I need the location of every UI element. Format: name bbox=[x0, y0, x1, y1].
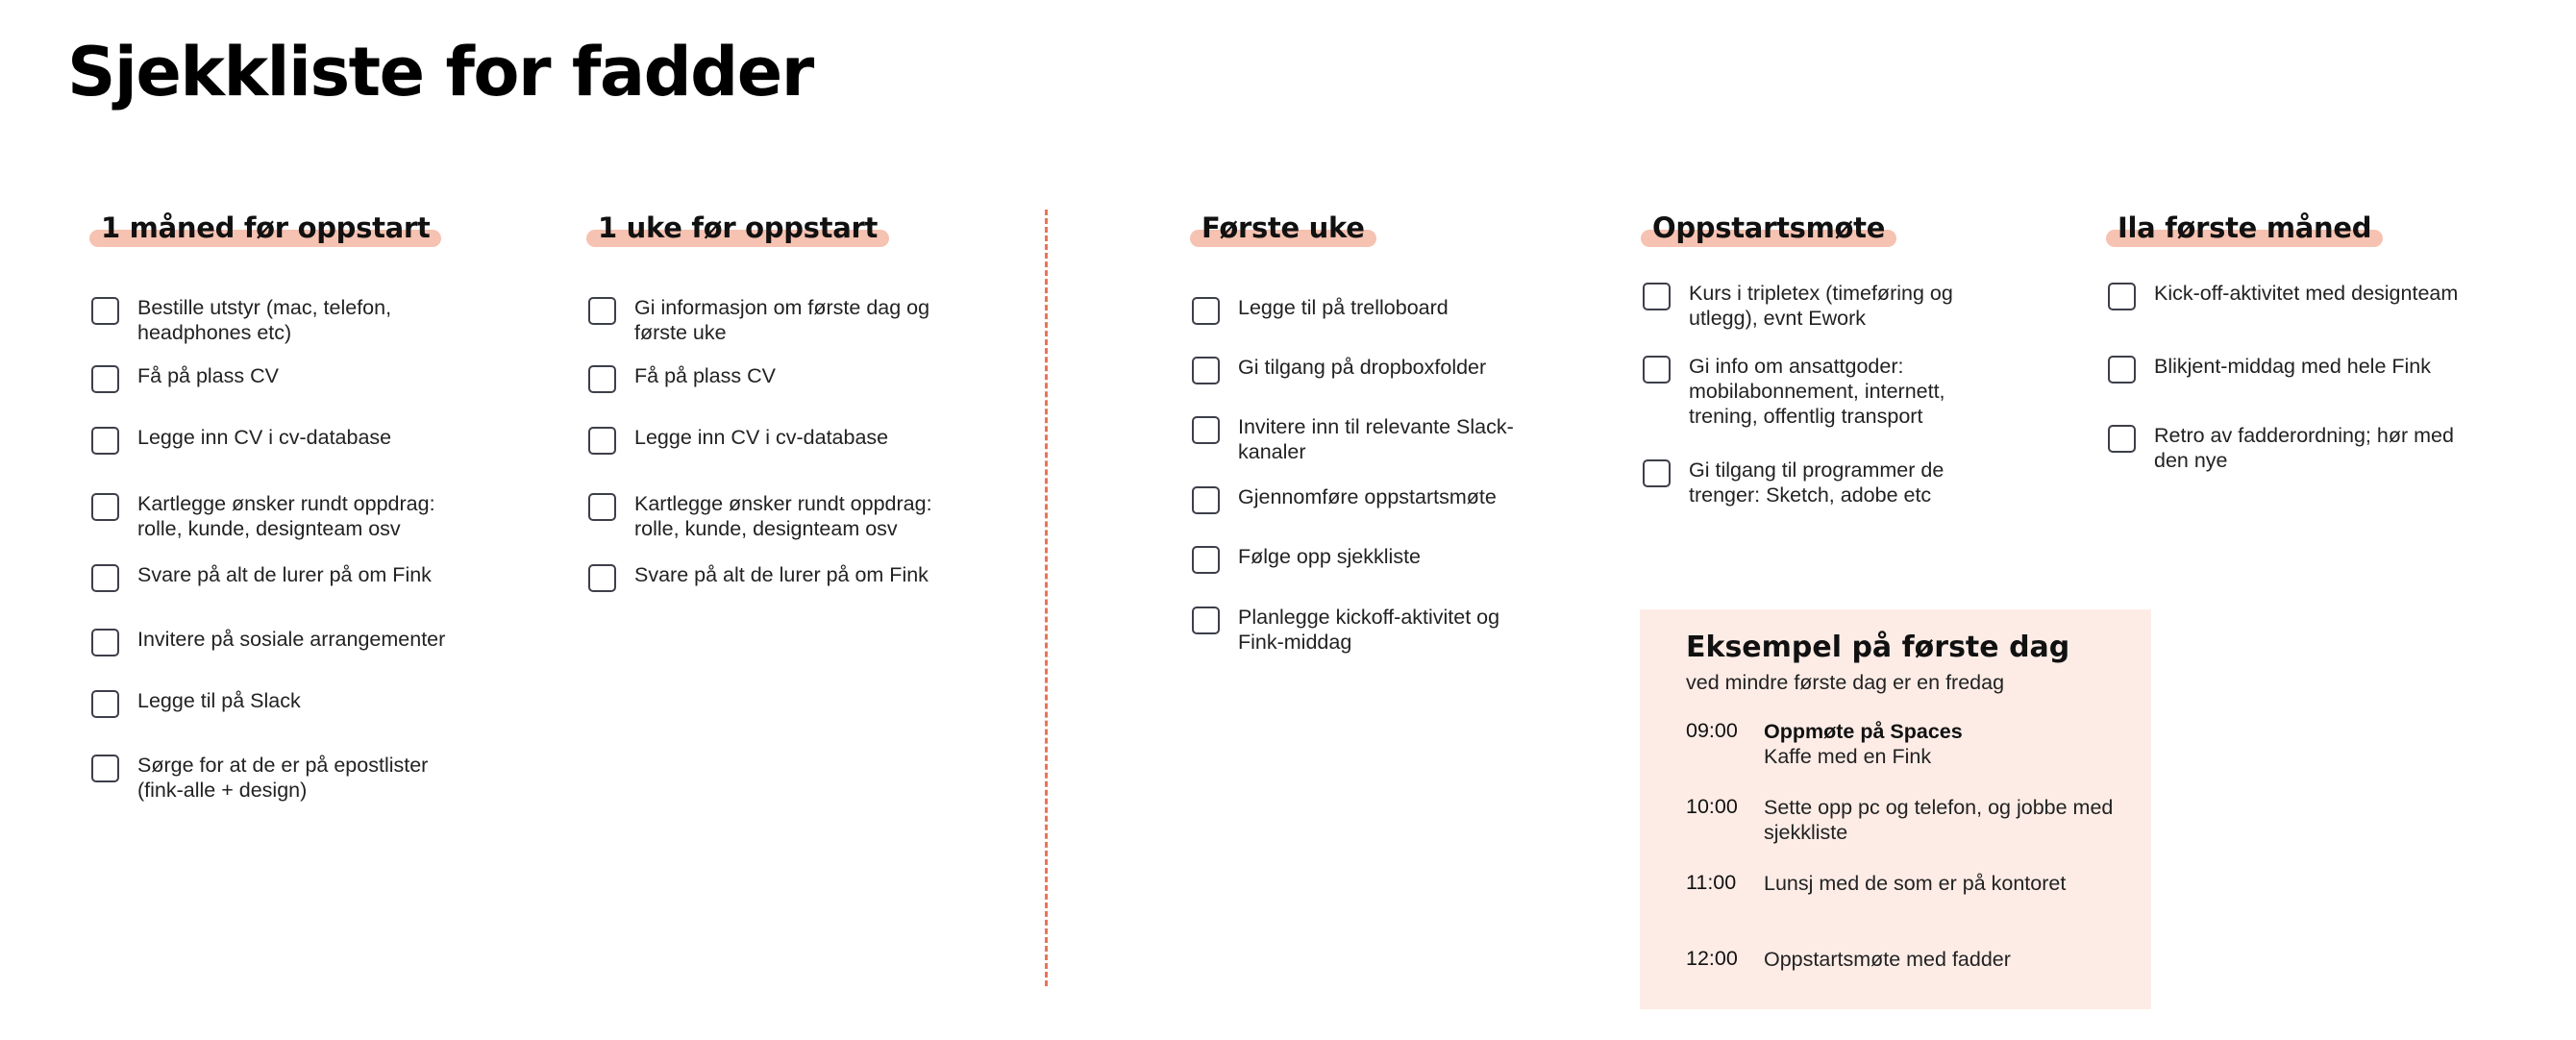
checkbox[interactable] bbox=[1643, 356, 1671, 384]
item-label: Blikjent-middag med hele Fink bbox=[2154, 355, 2431, 378]
checkbox[interactable] bbox=[1192, 486, 1220, 514]
item-label: Legge inn CV i cv-database bbox=[137, 426, 392, 449]
item-label: Retro av fadderordning; hør med den nye bbox=[2154, 424, 2454, 472]
item-label: Gi info om ansattgoder: mobilabonnement, internett, trening, offentlig transport bbox=[1689, 355, 1945, 428]
column-first-month bbox=[2108, 211, 2459, 472]
item-label: Kurs i tripletex (timeføring og utlegg), evnt Ework bbox=[1689, 282, 1953, 330]
column-heading: 1 uke før oppstart bbox=[598, 211, 879, 244]
checklist-item[interactable] bbox=[91, 295, 476, 345]
checkbox[interactable] bbox=[91, 755, 119, 782]
checklist-item[interactable] bbox=[1192, 414, 1519, 464]
checklist-item[interactable] bbox=[91, 753, 476, 803]
schedule-event bbox=[1764, 719, 2119, 769]
checklist-item[interactable] bbox=[1192, 484, 1519, 514]
item-label: Kartlegge ønsker rundt oppdrag: rolle, kunde, designteam osv bbox=[137, 492, 435, 540]
column-heading: Første uke bbox=[1201, 211, 1365, 244]
checklist-item[interactable] bbox=[1192, 295, 1519, 325]
checkbox[interactable] bbox=[1192, 607, 1220, 634]
schedule-time: 11:00 bbox=[1686, 871, 1737, 894]
item-label: Invitere inn til relevante Slack-kanaler bbox=[1238, 415, 1514, 463]
checklist-item[interactable] bbox=[588, 491, 973, 541]
column-first-week bbox=[1192, 211, 1514, 654]
checklist-item[interactable] bbox=[1643, 458, 1969, 508]
item-label: Sørge for at de er på epostlister (fink-alle + design) bbox=[137, 754, 429, 802]
checkbox[interactable] bbox=[1192, 297, 1220, 325]
item-label: Gi tilgang til programmer de trenger: Sketch, adobe etc bbox=[1689, 458, 1944, 507]
item-label: Svare på alt de lurer på om Fink bbox=[634, 563, 929, 586]
checkbox[interactable] bbox=[588, 564, 616, 592]
item-label: Gi informasjon om første dag og første uke bbox=[634, 296, 930, 344]
item-label: Kartlegge ønsker rundt oppdrag: rolle, kunde, designteam osv bbox=[634, 492, 932, 540]
checklist-item[interactable] bbox=[1643, 281, 1969, 331]
checklist-item[interactable] bbox=[91, 688, 476, 718]
checkbox[interactable] bbox=[91, 493, 119, 521]
checklist-item[interactable] bbox=[588, 295, 973, 345]
item-label: Følge opp sjekkliste bbox=[1238, 545, 1421, 568]
checkbox[interactable] bbox=[588, 297, 616, 325]
checklist-item[interactable] bbox=[1192, 355, 1519, 384]
checkbox[interactable] bbox=[588, 493, 616, 521]
column-heading: Ila første måned bbox=[2118, 211, 2372, 244]
checkbox[interactable] bbox=[1192, 357, 1220, 384]
card-title: Eksempel på første dag bbox=[1686, 631, 2070, 664]
checkbox[interactable] bbox=[2108, 356, 2136, 384]
column-startup-meeting bbox=[1643, 211, 1953, 507]
item-label: Kick-off-aktivitet med designteam bbox=[2154, 282, 2459, 305]
item-label: Planlegge kickoff-aktivitet og Fink-middag bbox=[1238, 606, 1500, 654]
checkbox[interactable] bbox=[1643, 459, 1671, 487]
checklist-item[interactable] bbox=[588, 425, 973, 455]
item-label: Gi tilgang på dropboxfolder bbox=[1238, 356, 1487, 379]
column-heading: 1 måned før oppstart bbox=[101, 211, 431, 244]
checkbox[interactable] bbox=[588, 365, 616, 393]
card-subtitle: ved mindre første dag er en fredag bbox=[1686, 671, 2005, 694]
checklist-item[interactable] bbox=[91, 363, 476, 393]
checklist-item[interactable] bbox=[91, 627, 476, 656]
column-one-week-before bbox=[588, 211, 932, 586]
item-label: Bestille utstyr (mac, telefon, headphones etc) bbox=[137, 296, 392, 344]
checkbox[interactable] bbox=[91, 690, 119, 718]
item-label: Få på plass CV bbox=[137, 364, 279, 387]
schedule-event-detail: Kaffe med en Fink bbox=[1764, 745, 1932, 768]
checklist-item[interactable] bbox=[2108, 423, 2464, 473]
section-divider bbox=[1045, 210, 1048, 986]
schedule-event-detail: Oppstartsmøte med fadder bbox=[1764, 948, 2011, 971]
example-first-day-card bbox=[1640, 609, 2151, 1009]
checklist-item[interactable] bbox=[1643, 354, 1969, 429]
checkbox[interactable] bbox=[2108, 283, 2136, 310]
item-label: Legge inn CV i cv-database bbox=[634, 426, 889, 449]
item-label: Gjennomføre oppstartsmøte bbox=[1238, 485, 1497, 508]
column-heading: Oppstartsmøte bbox=[1652, 211, 1886, 244]
schedule-time: 10:00 bbox=[1686, 795, 1738, 818]
checkbox[interactable] bbox=[1643, 283, 1671, 310]
schedule-event-title: Oppmøte på Spaces bbox=[1764, 720, 1963, 743]
schedule-time: 12:00 bbox=[1686, 947, 1738, 970]
checkbox[interactable] bbox=[1192, 546, 1220, 574]
checklist-item[interactable] bbox=[588, 562, 973, 592]
checklist-item[interactable] bbox=[2108, 354, 2464, 384]
item-label: Invitere på sosiale arrangementer bbox=[137, 628, 446, 651]
schedule-event-detail: Lunsj med de som er på kontoret bbox=[1764, 872, 2067, 895]
item-label: Legge til på Slack bbox=[137, 689, 301, 712]
checklist-item[interactable] bbox=[1192, 544, 1519, 574]
checkbox[interactable] bbox=[1192, 416, 1220, 444]
checkbox[interactable] bbox=[91, 564, 119, 592]
checkbox[interactable] bbox=[91, 297, 119, 325]
checklist-item[interactable] bbox=[91, 491, 476, 541]
checkbox[interactable] bbox=[2108, 425, 2136, 453]
schedule-event-detail: Sette opp pc og telefon, og jobbe med sjekkliste bbox=[1764, 796, 2114, 844]
item-label: Legge til på trelloboard bbox=[1238, 296, 1449, 319]
checkbox[interactable] bbox=[91, 629, 119, 656]
checklist-item[interactable] bbox=[91, 425, 476, 455]
checklist-item[interactable] bbox=[588, 363, 973, 393]
checklist-item[interactable] bbox=[2108, 281, 2464, 310]
column-one-month-before bbox=[91, 211, 446, 802]
item-label: Få på plass CV bbox=[634, 364, 776, 387]
page-title: Sjekkliste for fadder bbox=[67, 33, 813, 111]
checkbox[interactable] bbox=[91, 365, 119, 393]
checkbox[interactable] bbox=[588, 427, 616, 455]
checklist-item[interactable] bbox=[1192, 605, 1519, 655]
schedule-time: 09:00 bbox=[1686, 719, 1738, 742]
checkbox[interactable] bbox=[91, 427, 119, 455]
checklist-item[interactable] bbox=[91, 562, 476, 592]
item-label: Svare på alt de lurer på om Fink bbox=[137, 563, 432, 586]
